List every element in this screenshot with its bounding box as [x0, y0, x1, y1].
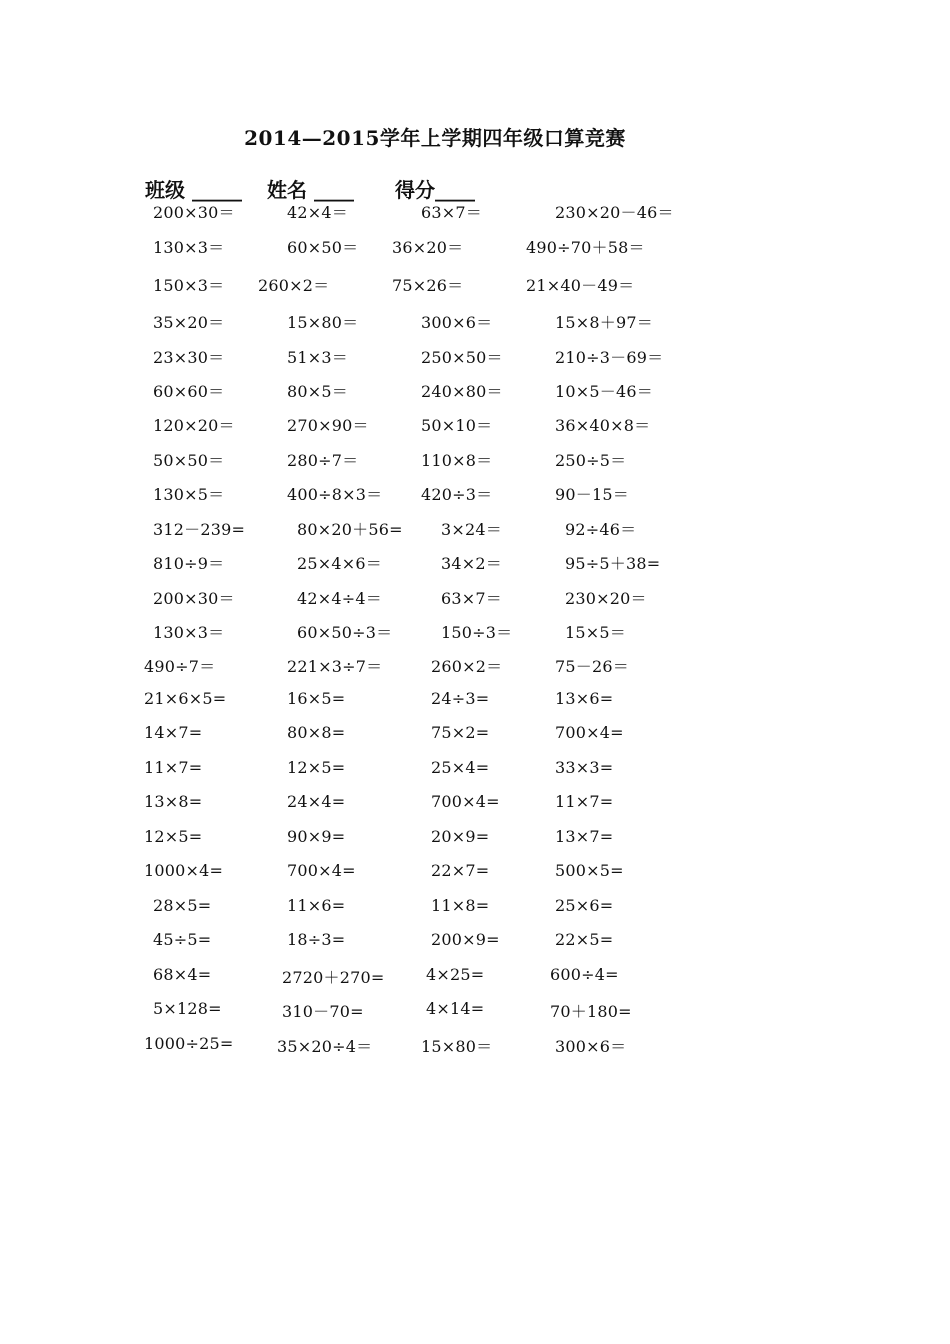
- math-problem: 23×30＝: [153, 348, 225, 367]
- score-field-label: 得分____: [395, 178, 475, 202]
- math-problem: 490÷70＋58＝: [526, 238, 645, 257]
- math-problem: 2720＋270=: [282, 968, 385, 987]
- math-problem: 80×20＋56=: [297, 520, 403, 539]
- math-problem: 11×7=: [144, 758, 203, 777]
- math-problem: 42×4＝: [287, 203, 348, 222]
- math-problem: 1000×4=: [144, 861, 224, 880]
- math-problem: 36×40×8＝: [555, 416, 651, 435]
- math-problem: 75×26＝: [392, 276, 464, 295]
- problem-row: [0, 620, 950, 644]
- math-problem: 90－15＝: [555, 485, 629, 504]
- math-problem: 25×4×6＝: [297, 554, 382, 573]
- math-problem: 500×5=: [555, 861, 624, 880]
- math-problem: 42×4÷4＝: [297, 589, 382, 608]
- math-problem: 22×7=: [431, 861, 490, 880]
- math-problem: 70＋180=: [550, 1002, 632, 1021]
- math-problem: 700×4=: [431, 792, 500, 811]
- math-problem: 120×20＝: [153, 416, 235, 435]
- math-problem: 110×8＝: [421, 451, 493, 470]
- math-problem: 90×9=: [287, 827, 346, 846]
- math-problem: 3×24＝: [441, 520, 502, 539]
- math-problem: 130×5＝: [153, 485, 225, 504]
- math-problem: 25×4=: [431, 758, 490, 777]
- problem-row: [0, 723, 950, 747]
- math-problem: 15×8＋97＝: [555, 313, 653, 332]
- math-problem: 420÷3＝: [421, 485, 493, 504]
- problem-row: [0, 200, 950, 224]
- name-field-label: 姓名 ____: [267, 178, 354, 202]
- problem-row: [0, 345, 950, 369]
- math-problem: 51×3＝: [287, 348, 348, 367]
- math-problem: 60×50＝: [287, 238, 359, 257]
- math-problem: 240×80＝: [421, 382, 503, 401]
- math-problem: 250÷5＝: [555, 451, 627, 470]
- math-problem: 260×2＝: [258, 276, 330, 295]
- math-problem: 600÷4=: [550, 965, 619, 984]
- problem-row: [0, 827, 950, 851]
- problem-row: [0, 861, 950, 885]
- math-problem: 270×90＝: [287, 416, 369, 435]
- problem-row: [0, 551, 950, 575]
- math-problem: 700×4=: [555, 723, 624, 742]
- math-problem: 80×5＝: [287, 382, 348, 401]
- math-problem: 75×2=: [431, 723, 490, 742]
- math-problem: 230×20－46＝: [555, 203, 674, 222]
- math-problem: 11×8=: [431, 896, 490, 915]
- math-problem: 4×25=: [426, 965, 485, 984]
- math-problem: 24×4=: [287, 792, 346, 811]
- problem-row: [0, 586, 950, 610]
- math-problem: 12×5=: [144, 827, 203, 846]
- math-problem: 312－239=: [153, 520, 246, 539]
- problem-row: [0, 758, 950, 782]
- math-problem: 310－70=: [282, 1002, 364, 1021]
- math-problem: 4×14=: [426, 999, 485, 1018]
- problem-row: [0, 413, 950, 437]
- problem-row: [0, 379, 950, 403]
- math-problem: 35×20÷4＝: [277, 1037, 373, 1056]
- math-problem: 45÷5=: [153, 930, 212, 949]
- math-problem: 20×9=: [431, 827, 490, 846]
- problem-row: [0, 1034, 950, 1058]
- math-problem: 33×3=: [555, 758, 614, 777]
- math-problem: 50×50＝: [153, 451, 225, 470]
- math-problem: 22×5=: [555, 930, 614, 949]
- math-problem: 5×128=: [153, 999, 222, 1018]
- problem-row: [0, 999, 950, 1023]
- math-problem: 12×5=: [287, 758, 346, 777]
- math-problem: 130×3＝: [153, 623, 225, 642]
- math-problem: 400÷8×3＝: [287, 485, 383, 504]
- problem-row: [0, 482, 950, 506]
- math-problem: 15×80＝: [421, 1037, 493, 1056]
- math-problem: 21×6×5=: [144, 689, 227, 708]
- math-problem: 13×7=: [555, 827, 614, 846]
- math-problem: 230×20＝: [565, 589, 647, 608]
- problem-row: [0, 273, 950, 297]
- math-problem: 34×2＝: [441, 554, 502, 573]
- math-problem: 21×40－49＝: [526, 276, 635, 295]
- math-problem: 810÷9＝: [153, 554, 225, 573]
- math-problem: 11×6=: [287, 896, 346, 915]
- page-title: 2014—2015学年上学期四年级口算竞赛: [244, 126, 626, 150]
- problem-row: [0, 235, 950, 259]
- math-problem: 63×7＝: [441, 589, 502, 608]
- problem-row: [0, 517, 950, 541]
- math-problem: 35×20＝: [153, 313, 225, 332]
- math-problem: 15×5＝: [565, 623, 626, 642]
- math-problem: 95÷5＋38=: [565, 554, 661, 573]
- math-problem: 16×5=: [287, 689, 346, 708]
- math-problem: 11×7=: [555, 792, 614, 811]
- math-problem: 200×30＝: [153, 589, 235, 608]
- math-problem: 68×4=: [153, 965, 212, 984]
- math-problem: 10×5－46＝: [555, 382, 653, 401]
- math-problem: 700×4=: [287, 861, 356, 880]
- math-problem: 490÷7＝: [144, 657, 216, 676]
- math-problem: 15×80＝: [287, 313, 359, 332]
- problem-row: [0, 930, 950, 954]
- math-problem: 1000÷25=: [144, 1034, 234, 1053]
- math-problem: 13×6=: [555, 689, 614, 708]
- problem-row: [0, 965, 950, 989]
- math-problem: 300×6＝: [421, 313, 493, 332]
- math-problem: 260×2＝: [431, 657, 503, 676]
- problem-row: [0, 689, 950, 713]
- problem-row: [0, 654, 950, 678]
- problem-row: [0, 896, 950, 920]
- math-problem: 210÷3－69＝: [555, 348, 664, 367]
- problem-row: [0, 792, 950, 816]
- math-problem: 50×10＝: [421, 416, 493, 435]
- math-problem: 221×3÷7＝: [287, 657, 383, 676]
- math-problem: 200×30＝: [153, 203, 235, 222]
- math-problem: 18÷3=: [287, 930, 346, 949]
- class-field-label: 班级 _____: [145, 178, 242, 202]
- math-problem: 24÷3=: [431, 689, 490, 708]
- math-problem: 130×3＝: [153, 238, 225, 257]
- math-problem: 14×7=: [144, 723, 203, 742]
- math-problem: 280÷7＝: [287, 451, 359, 470]
- math-problem: 150÷3＝: [441, 623, 513, 642]
- math-problem: 150×3＝: [153, 276, 225, 295]
- math-problem: 13×8=: [144, 792, 203, 811]
- math-problem: 60×60＝: [153, 382, 225, 401]
- math-problem: 250×50＝: [421, 348, 503, 367]
- math-problem: 25×6=: [555, 896, 614, 915]
- math-problem: 300×6＝: [555, 1037, 627, 1056]
- math-problem: 36×20＝: [392, 238, 464, 257]
- math-problem: 92÷46＝: [565, 520, 637, 539]
- math-problem: 200×9=: [431, 930, 500, 949]
- problem-row: [0, 310, 950, 334]
- math-problem: 63×7＝: [421, 203, 482, 222]
- math-problem: 28×5=: [153, 896, 212, 915]
- math-problem: 80×8=: [287, 723, 346, 742]
- math-problem: 60×50÷3＝: [297, 623, 393, 642]
- math-problem: 75－26＝: [555, 657, 629, 676]
- problem-row: [0, 448, 950, 472]
